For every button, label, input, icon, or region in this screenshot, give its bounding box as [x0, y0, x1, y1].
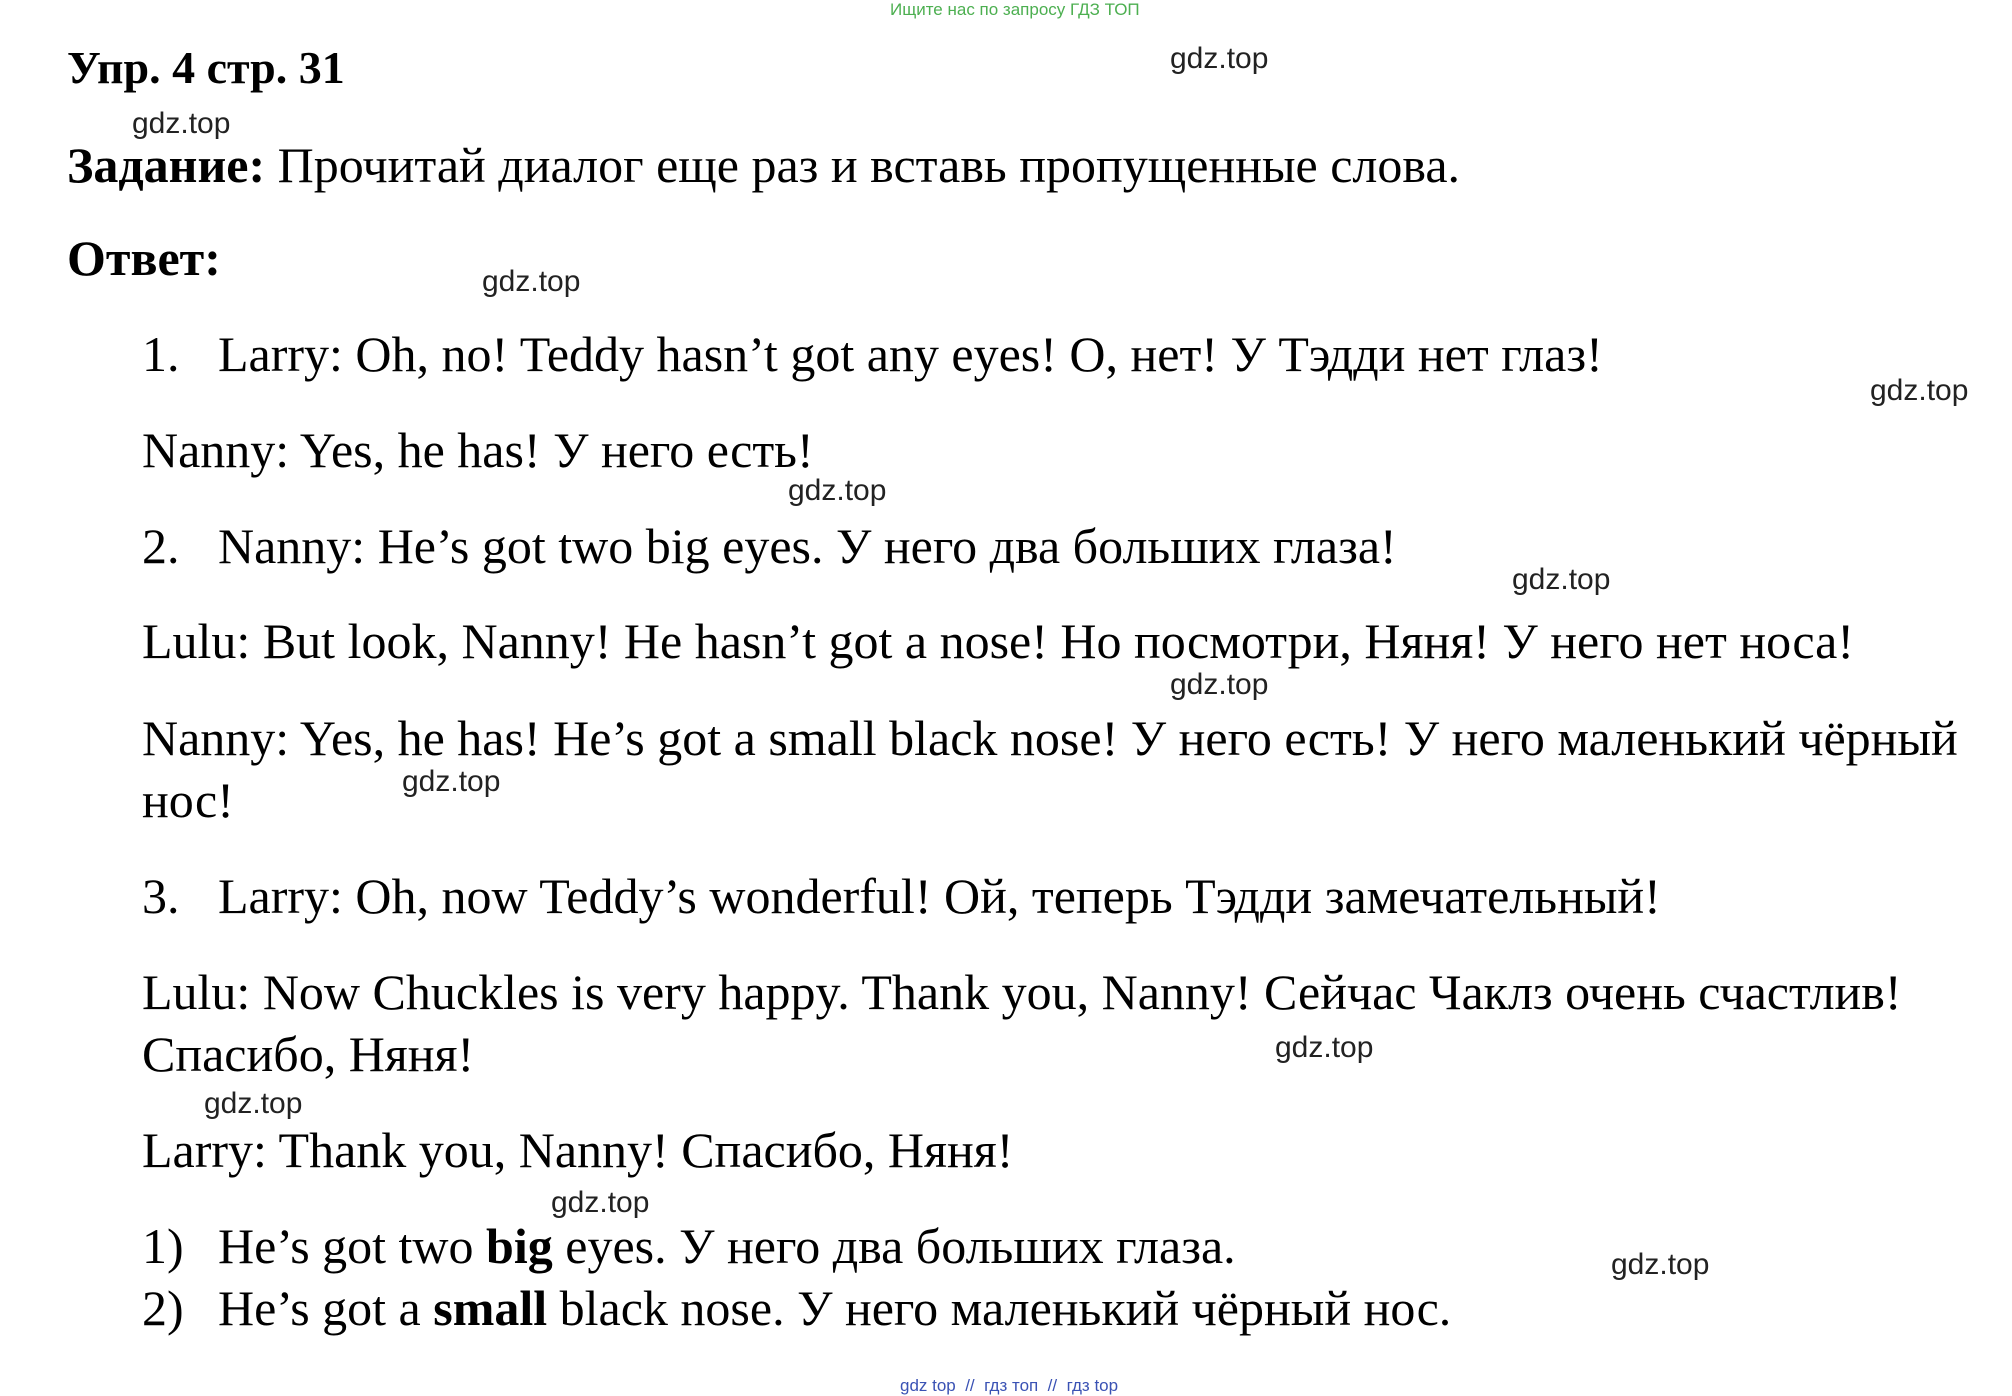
watermark: gdz.top [482, 265, 581, 298]
item-number: 1. [142, 326, 180, 382]
answer-text-before: He’s got two [218, 1218, 487, 1274]
watermark: gdz.top [1870, 374, 1969, 407]
watermark: gdz.top [551, 1186, 650, 1219]
watermark: gdz.top [402, 765, 501, 798]
watermark: gdz.top [1512, 563, 1611, 596]
header-note: Ищите нас по запросу ГДЗ ТОП [890, 0, 1140, 19]
dialogue-line-3 [142, 516, 1397, 576]
answer-label: Ответ: [67, 230, 221, 286]
dialogue-line-2: Nanny: Yes, he has! У него есть! [142, 422, 814, 478]
task-text: Прочитай диалог еще раз и вставь пропущенные слова. [265, 137, 1461, 193]
watermark: gdz.top [1275, 1031, 1374, 1064]
answer-text-after: black nose. У него маленький чёрный нос. [547, 1280, 1452, 1336]
answer-number: 1) [142, 1218, 184, 1274]
dialogue-line-4: Lulu: But look, Nanny! He hasn’t got a nose! Но посмотри, Няня! У него нет носа! [142, 613, 1854, 669]
watermark: gdz.top [1170, 668, 1269, 701]
dialogue-line-7: Lulu: Now Chuckles is very happy. Thank you, Nanny! Сейчас Чаклз очень счастлив! [142, 964, 1902, 1020]
answer-text-after: eyes. У него два больших глаза. [552, 1218, 1236, 1274]
watermark: gdz.top [132, 107, 231, 140]
answer-text-before: He’s got a [218, 1280, 434, 1336]
footer-note: gdz top // гдз топ // гдз top [900, 1376, 1119, 1395]
watermark: gdz.top [204, 1087, 303, 1120]
task-label: Задание: [67, 137, 266, 193]
answer-word: small [433, 1280, 548, 1336]
watermark: gdz.top [1611, 1248, 1710, 1281]
item-number: 3. [142, 868, 180, 924]
dialogue-text: Nanny: He’s got two big eyes. У него два больших глаза! [218, 518, 1397, 574]
answer-word: big [486, 1218, 553, 1274]
task-line [67, 135, 1460, 195]
page-title: Упр. 4 стр. 31 [67, 42, 345, 93]
watermark: gdz.top [1170, 42, 1269, 75]
dialogue-text: Larry: Oh, no! Teddy hasn’t got any eyes! О, нет! У Тэдди нет глаз! [218, 326, 1603, 382]
item-number: 2. [142, 518, 180, 574]
answer-line-2 [142, 1278, 1451, 1338]
dialogue-line-6 [142, 866, 1661, 926]
dialogue-line-5-cont: нос! [142, 772, 234, 828]
dialogue-line-8: Larry: Thank you, Nanny! Спасибо, Няня! [142, 1122, 1014, 1178]
answer-number: 2) [142, 1280, 184, 1336]
dialogue-line-7-cont: Спасибо, Няня! [142, 1026, 475, 1082]
dialogue-line-5: Nanny: Yes, he has! He’s got a small black nose! У него есть! У него маленький чёрный [142, 710, 1958, 766]
answer-line-1 [142, 1216, 1236, 1276]
dialogue-line-1 [142, 324, 1603, 384]
dialogue-text: Larry: Oh, now Teddy’s wonderful! Ой, теперь Тэдди замечательный! [218, 868, 1661, 924]
watermark: gdz.top [788, 474, 887, 507]
